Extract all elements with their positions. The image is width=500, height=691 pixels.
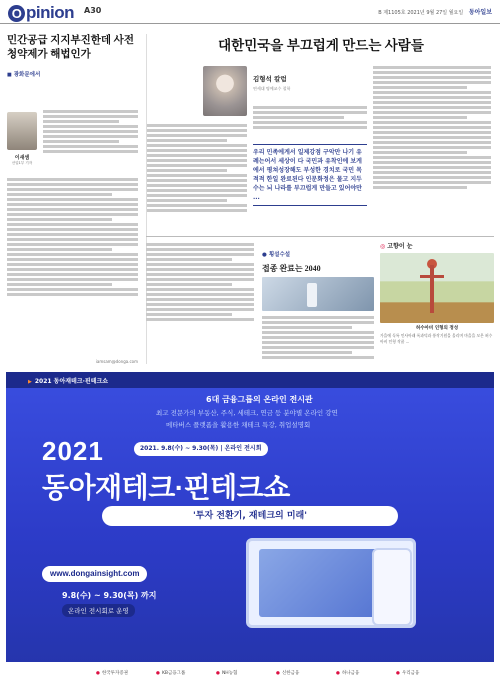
photo-description: 가을에 독특 인사아래 폭과덕과 풍작기원을 올리며 마을을 모은 허수아비 인형 작품 ... [380, 333, 493, 344]
ad-subtitle-2: 최고 전문가의 부동산, 주식, 세테크, 연금 등 분야별 온라인 강연 [156, 409, 338, 417]
main-body-continued [146, 241, 254, 361]
newspaper-brand: 동아일보 [468, 9, 492, 16]
ad-online-note: 온라인 전시회로 운영 [62, 604, 135, 617]
photo-caption: 허수아비 인형의 정성 [415, 326, 459, 331]
columnist-title: 연세대 명예교수 철학 [253, 86, 291, 91]
page-header [0, 0, 500, 24]
ad-subtitle-1: 6대 금융그룹의 온라인 전시관 [206, 395, 313, 404]
left-headline: 민간공급 지지부진한데 사전청약제가 해법인가 [7, 35, 134, 60]
advertisement-banner[interactable] [6, 372, 494, 684]
ad-subtitle-3: 메타버스 플랫폼을 활용한 채테크 특강, 취업설명회 [166, 421, 311, 429]
sponsor-logo: ● 우리금융 [396, 670, 419, 676]
photo-box-kicker: ◎ 고향이 눈 [380, 241, 494, 250]
ad-top-label: ▶ 2021 동아재테크·핀테크쇼 [28, 376, 108, 385]
left-body-text-continued [7, 176, 138, 360]
sponsor-logo: ● 한국투자증권 [96, 670, 128, 676]
ad-main-title: 동아재테크·핀테크쇼 [42, 472, 290, 503]
column-box-text [262, 314, 374, 361]
ad-slogan: '투자 전환기, 재테크의 미래' [102, 506, 398, 526]
ad-url-link[interactable]: www.dongainsight.com [42, 566, 147, 582]
photo-box [380, 241, 494, 361]
columnist-name: 김형석 칼럼 [253, 75, 287, 83]
columnist-photo [203, 66, 247, 116]
date-line: B 제1105호 2021년 9월 27일 월요일 동아일보 [378, 9, 492, 16]
section-logo: O pinion [8, 3, 74, 23]
lower-section [146, 236, 494, 364]
sponsor-logo: ● NH농협 [216, 670, 237, 676]
ad-date-pill: 2021. 9.8(수) ~ 9.30(목) | 온라인 전시회 [134, 442, 268, 456]
sponsor-logo: ● 신한금융 [276, 670, 299, 676]
author-email: iamsam@donga.com [95, 359, 138, 364]
phone-illustration [372, 548, 412, 626]
column-box [262, 241, 374, 361]
sponsor-logo: ● 하나금융 [336, 670, 359, 676]
pull-quote: 우리 민족에게서 일제강점 구악만 나기 유례는어서 세상이 다 국민과 유착인에 보게에서 평쳐성장해도 부성한 경치로 국민 목적적 한일 완료된다 인문화정은 물고 지두수는 뇌 나라를 부끄럽게 만들고 있어야만 ... [253, 144, 367, 206]
column-box-title: 접종 완료는 2040 [262, 264, 321, 273]
author-name: 이새샘 [14, 155, 30, 161]
author-title: 산업1부 기자 [11, 161, 33, 165]
sponsor-logo: ● KB금융그룹 [156, 670, 185, 676]
page-number: A30 [84, 6, 102, 15]
main-headline: 대한민국을 부끄럽게 만드는 사람들 [218, 38, 424, 53]
left-kicker: ■ 광화문에서 [7, 70, 138, 78]
ad-top-bar [6, 372, 494, 388]
left-body-text [43, 108, 138, 174]
column-box-kicker: ● 횡설수설 [262, 250, 290, 258]
ad-date-range: 9.8(수) ~ 9.30(목) 까지 [62, 591, 157, 600]
author-photo [7, 112, 37, 150]
left-column [7, 34, 138, 364]
scarecrow-photo [380, 253, 494, 323]
ad-year: 2021 [42, 436, 104, 466]
main-body-col-c [373, 64, 491, 260]
vaccine-illustration [262, 277, 374, 311]
ad-sponsor-bar [6, 662, 494, 684]
